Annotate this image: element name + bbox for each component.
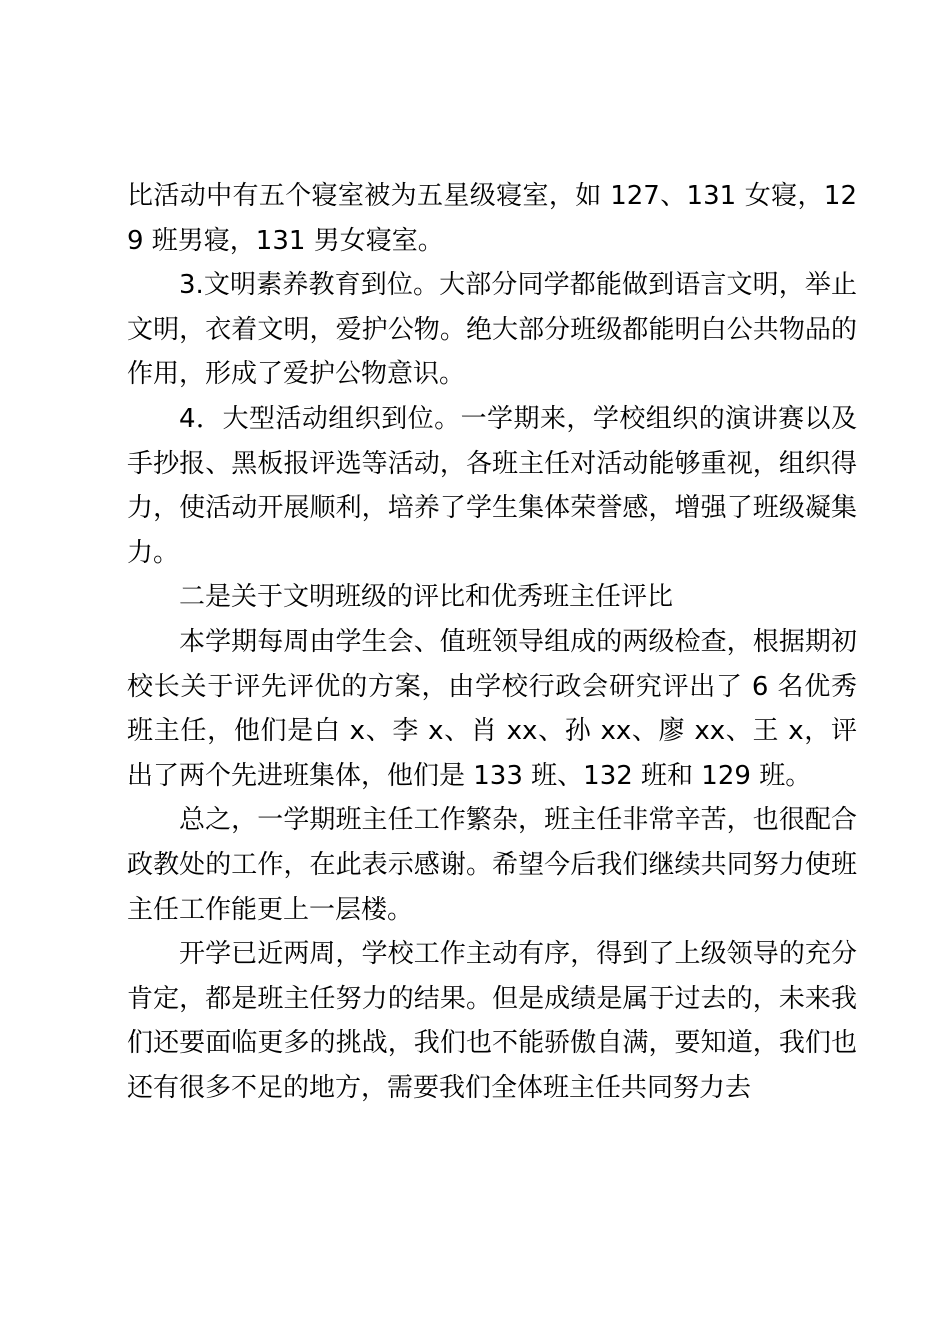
paragraph-civility-education: 3.文明素养教育到位。大部分同学都能做到语言文明，举止文明，衣着文明，爱护公物。绝大部分班级都能明白公共物品的作用，形成了爱护公物意识。 bbox=[127, 270, 857, 390]
section-heading-class-evaluation: 二是关于文明班级的评比和优秀班主任评比 bbox=[179, 582, 674, 613]
paragraph-summary: 总之，一学期班主任工作繁杂，班主任非常辛苦，也很配合政教处的工作，在此表示感谢。希望今后我们继续共同努力使班主任工作能更上一层楼。 bbox=[127, 805, 857, 925]
paragraph-new-semester: 开学已近两周，学校工作主动有序，得到了上级领导的充分肯定，都是班主任努力的结果。但是成绩是属于过去的，未来我们还要面临更多的挑战，我们也不能骄傲自满，要知道，我们也还有很多不足的地方，需要我们全体班主任共同努力去 bbox=[127, 939, 857, 1103]
paragraph-excellent-teachers: 本学期每周由学生会、值班领导组成的两级检查，根据期初校长关于评先评优的方案，由学校行政会研究评出了 6 名优秀班主任，他们是白 x、李 x、肖 xx、孙 xx、廖 xx、王 x，评出了两个先进班集体，他们是 133 班、132 班和 129 班。 bbox=[127, 626, 857, 791]
paragraph-large-activities: 4．大型活动组织到位。一学期来，学校组织的演讲赛以及手抄报、黑板报评选等活动，各班主任对活动能够重视，组织得力，使活动开展顺利，培养了学生集体荣誉感，增强了班级凝集力。 bbox=[127, 403, 857, 568]
paragraph-dormitory-continuation: 比活动中有五个寝室被为五星级寝室，如 127、131 女寝，129 班男寝，131 男女寝室。 bbox=[127, 181, 857, 256]
document-body bbox=[127, 174, 857, 1110]
